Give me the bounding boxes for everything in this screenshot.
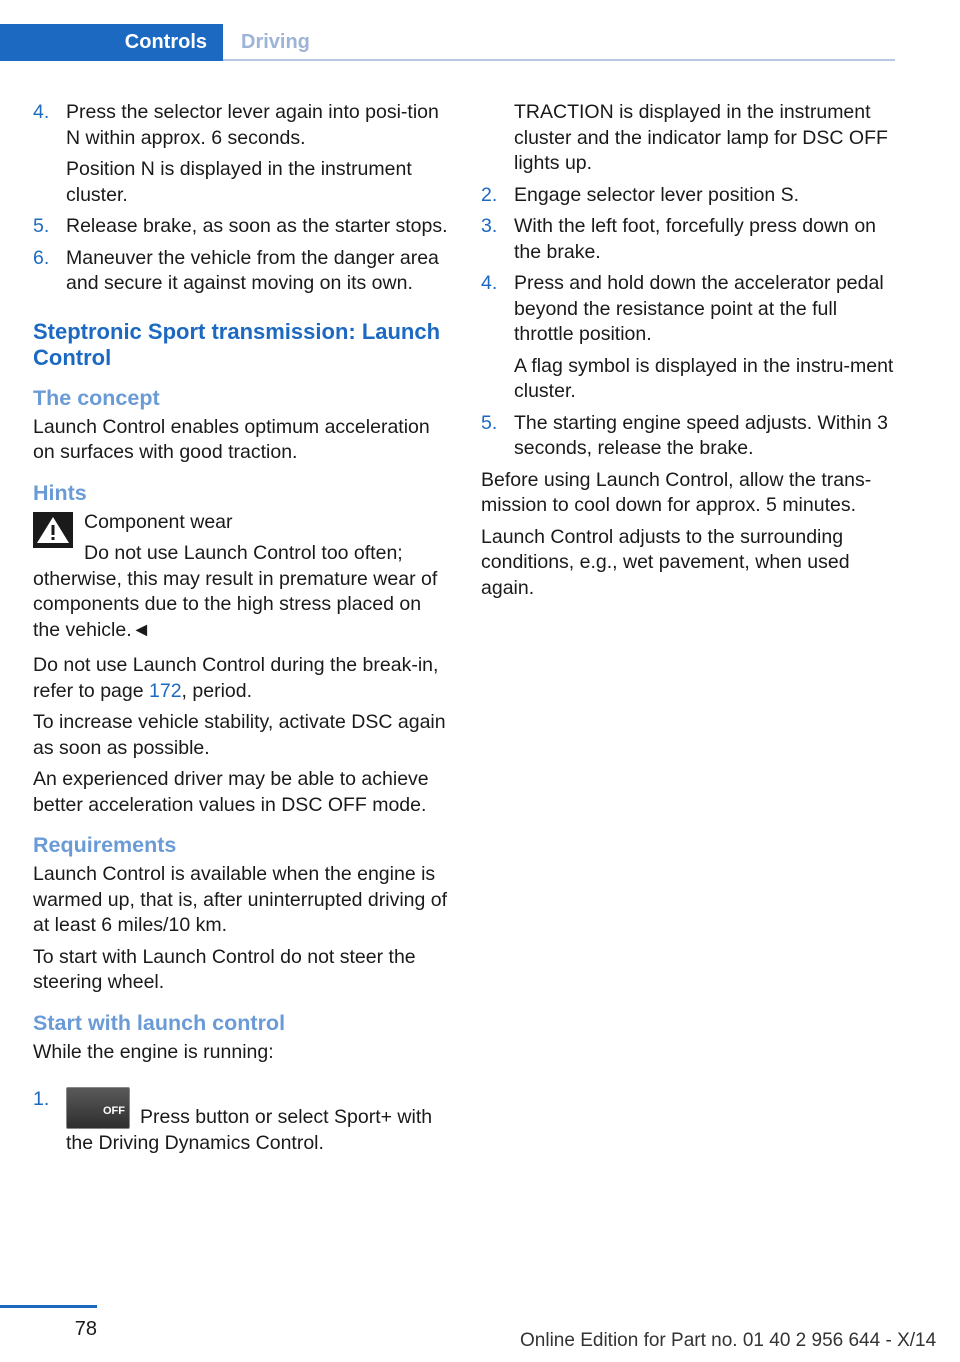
step-text: Press and hold down the accelerator pedal beyond the resistance point at the full throttle position. [514, 272, 884, 345]
step-text: With the left foot, forcefully press down on the brake. [514, 215, 877, 263]
requirement-text: To start with Launch Control do not steer the steering wheel. [33, 945, 416, 993]
warning-title: Component wear [84, 510, 233, 533]
hint-break-in [33, 653, 448, 704]
step-text: Engage selector lever position S. [514, 183, 800, 206]
step-number: 5. [481, 411, 498, 434]
page-number: 78 [74, 1318, 97, 1340]
warning-block [33, 510, 448, 567]
right-column [481, 100, 896, 607]
concept-heading: The concept [33, 385, 160, 410]
tab-driving[interactable]: Driving [241, 31, 310, 53]
warning-body: otherwise, this may result in premature wear of components due to the high stress placed on the vehicle.◄ [33, 567, 438, 641]
list-item [481, 214, 896, 265]
edition-text: Online Edition for Part no. 01 40 2 956 644 - X/14 [520, 1330, 937, 1351]
header-rule [223, 59, 895, 61]
requirement-text: Launch Control is available when the engine is warmed up, that is, after uninterrupted driving of at least 6 miles/10 km. [33, 863, 448, 936]
paragraph-cooldown: Before using Launch Control, allow the trans‐mission to cool down for approx. 5 minutes. [481, 468, 872, 516]
hints-heading: Hints [33, 480, 87, 505]
warning-line: Do not use Launch Control too often; [84, 542, 403, 564]
step-text: TRACTION is displayed in the instrument cluster and the indicator lamp for DSC OFF lights up. [514, 101, 888, 174]
step-number: 3. [481, 215, 498, 237]
page-link[interactable]: 172 [149, 679, 182, 702]
warning-icon [33, 512, 73, 548]
dsc-off-label: OFF [103, 1105, 125, 1117]
step-number: 2. [481, 183, 498, 206]
list-item [481, 183, 896, 209]
list-item [481, 411, 896, 462]
section-heading: Steptronic Sport transmission: Launch Control [33, 318, 441, 370]
tab-controls[interactable]: Controls [0, 24, 223, 61]
left-column [33, 100, 448, 1162]
step-number: 1. [33, 1088, 50, 1110]
step-number: 5. [33, 215, 50, 237]
step-text: Release brake, as soon as the starter stops. [66, 215, 448, 237]
start-intro: While the engine is running: [33, 1040, 274, 1063]
step-text: A flag symbol is displayed in the instru‐ment cluster. [514, 354, 894, 402]
list-item-continued [481, 100, 896, 177]
step-number: 4. [481, 272, 498, 294]
paragraph-conditions: Launch Control adjusts to the surrounding conditions, e.g., wet pavement, when used again. [481, 525, 850, 599]
dsc-off-button-icon [66, 1087, 130, 1129]
hint-dsc-off: An experienced driver may be able to achieve better acceleration values in DSC OFF mode. [33, 768, 429, 816]
requirements-heading: Requirements [33, 833, 177, 857]
concept-text: Launch Control enables optimum acceleration on surfaces with good traction. [33, 415, 430, 463]
step-text: Maneuver the vehicle from the danger area and secure it against moving on its own. [66, 246, 439, 294]
header-tabs [0, 24, 895, 62]
step-text: Position N is displayed in the instrument cluster. [66, 158, 412, 206]
footer-rule [0, 1305, 97, 1308]
list-item [33, 100, 448, 208]
step-text: Press the selector lever again into posi‐tion N within approx. 6 seconds. [66, 101, 439, 149]
hint-text: , period. [181, 679, 253, 702]
step-text [66, 1087, 448, 1156]
start-heading: Start with launch control [33, 1010, 286, 1035]
list-item [33, 246, 448, 297]
list-item [33, 1087, 448, 1156]
step-number: 4. [33, 101, 50, 123]
hint-stability: To increase vehicle stability, activate DSC again as soon as possible. [33, 711, 446, 759]
hint-text: Do not use Launch Control during the break-in, refer to page [33, 654, 439, 702]
step-number: 6. [33, 246, 50, 269]
step-text-body: Press button or select Sport+ with the Driving Dynamics Control. [66, 1106, 433, 1154]
step-text: The starting engine speed adjusts. Within 3 seconds, release the brake. [514, 411, 888, 459]
list-item [481, 271, 896, 405]
list-item [33, 214, 448, 240]
